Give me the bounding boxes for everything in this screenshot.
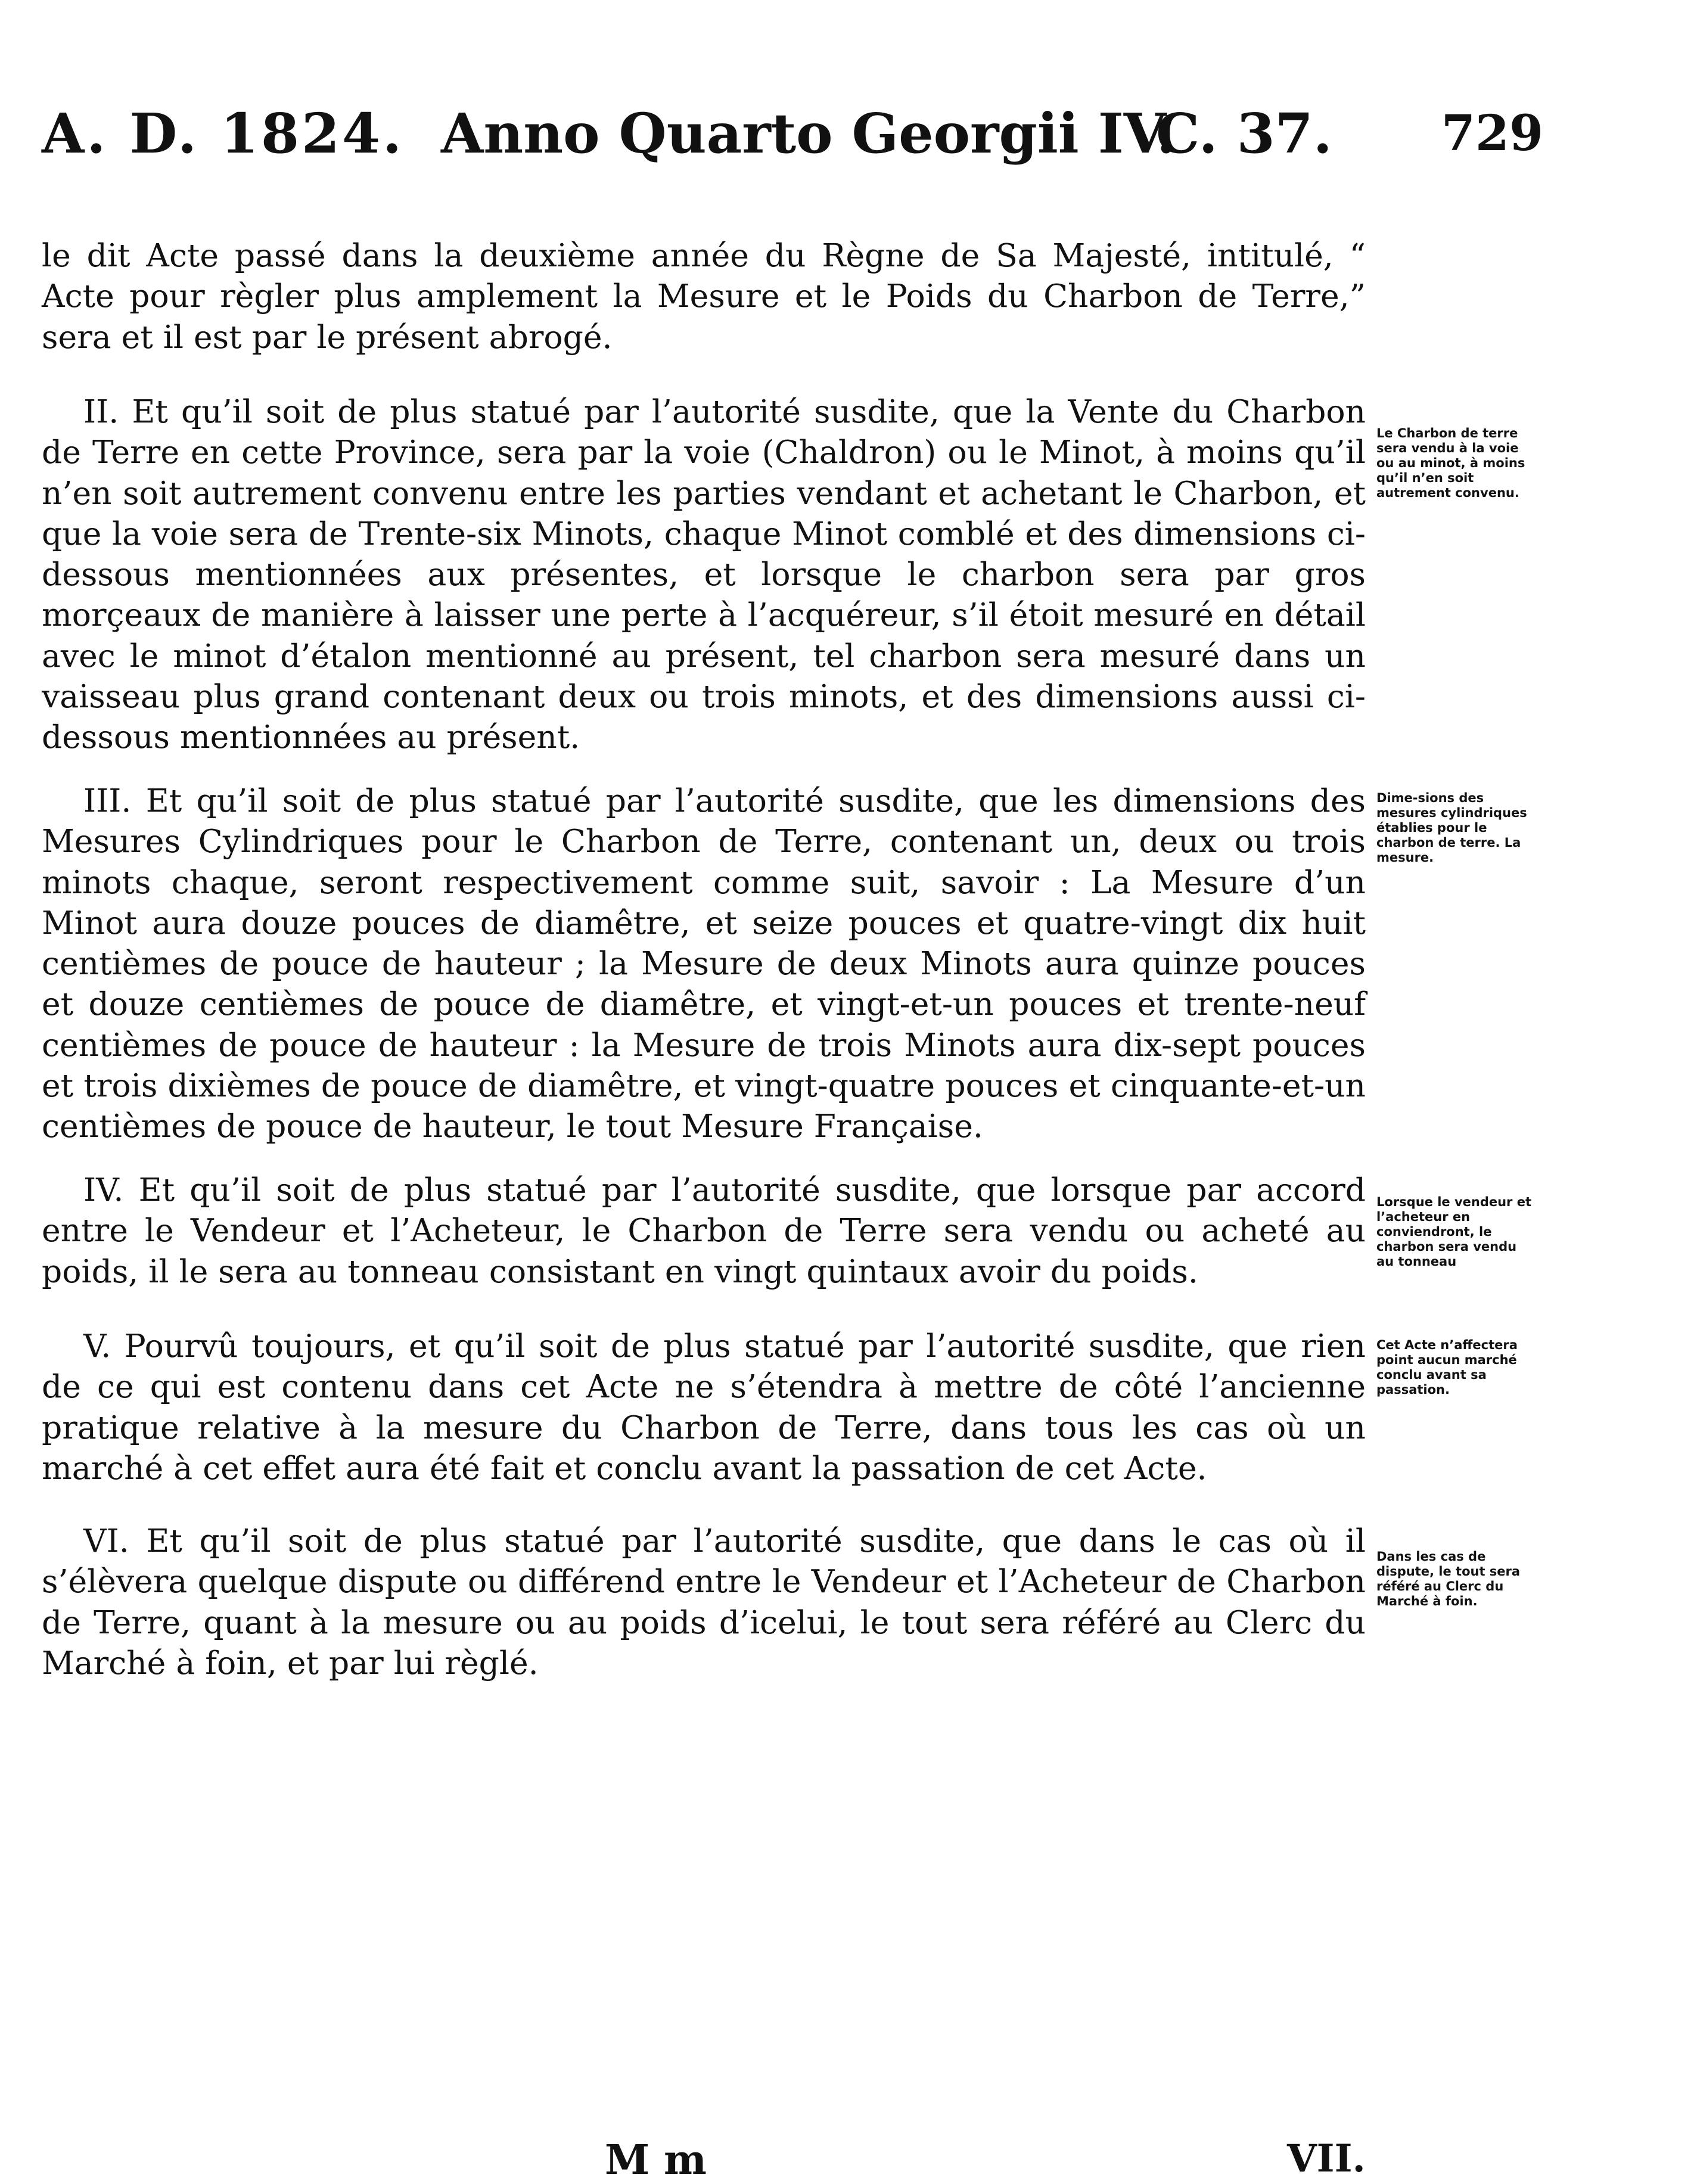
margin-note-section-5: Cet Acte n’affectera point aucun marché conclu avant sa passation. [1376,1338,1518,1397]
catchword: VII. [1287,2136,1366,2181]
paragraph-section-5: V. Pourvû toujours, et qu’il soit de plus statué par l’autorité susdite, que rien de ce qui est contenu dans cet Acte ne s’étendra à mettre de côté l’ancienne pratique relative à la mesure du Charbon de Terre, dans tous les cas où un marché à cet effet aura été fait et conclu avant la passation de cet Acte. [42,1327,1366,1487]
paragraph-section-2: II. Et qu’il soit de plus statué par l’autorité susdite, que la Vente du Charbon de Terre en cette Province, sera par la voie (Chaldron) ou le Minot, à moins qu’il n’en soit autrement convenu entre les parties vendant et achetant le Charbon, et que la voie sera de Trente-six Minots, chaque Minot comblé et des dimensions ci-dessous mentionnées aux présentes, et lorsque le charbon sera par gros morçeaux de manière à laisser une perte à l’acquéreur, s’il étoit mesuré en détail avec le minot d’étalon mentionné au présent, tel charbon sera mesuré dans un vaisseau plus grand contenant deux ou trois minots, et des dimensions aussi ci-dessous mentionnées au présent. [42,393,1366,756]
running-header [42,89,1543,167]
paragraph-section-4: IV. Et qu’il soit de plus statué par l’autorité susdite, que lorsque par accord entre le Vendeur et l’Acheteur, le Charbon de Terre sera vendu ou acheté au poids, il le sera au tonneau consistant en vingt quintaux avoir du poids. [42,1171,1366,1290]
header-year: A. D. 1824. [42,101,405,166]
paragraph-section-3: III. Et qu’il soit de plus statué par l’autorité susdite, que les dimensions des Mesures Cylindriques pour le Charbon de Terre, contenant un, deux ou trois minots chaque, seront respectivement comme suit, savoir : La Mesure d’un Minot aura douze pouces de diamêtre, et seize pouces et quatre-vingt dix huit centièmes de pouce de hauteur ; la Mesure de deux Minots aura quinze pouces et douze centièmes de pouce de diamêtre, et vingt-et-un pouces et trente-neuf centièmes de pouce de hauteur : la Mesure de trois Minots aura dix-sept pouces et trois dixièmes de pouce de diamêtre, et vingt-quatre pouces et cinquante-et-un centièmes de pouce de hauteur, le tout Mesure Française. [42,782,1366,1145]
header-title: Anno Quarto Georgii IV. [441,101,1176,166]
paragraph-section-6: VI. Et qu’il soit de plus statué par l’autorité susdite, que dans le cas où il s’élèvera quelque dispute ou différend entre le Vendeur et l’Acheteur de Charbon de Terre, quant à la mesure ou au poids d’icelui, le tout sera référé au Clerc du Marché à foin, et par lui règlé. [42,1522,1366,1682]
header-chapter: C. 37. [1156,101,1332,166]
signature-mark: M m [605,2136,707,2184]
margin-note-section-2: Le Charbon de terre sera vendu à la voie ou au minot, à moins qu’il n’en soit autrement convenu. [1376,426,1525,500]
margin-note-section-6: Dans les cas de dispute, le tout sera référé au Clerc du Marché à foin. [1376,1549,1521,1608]
margin-note-section-3: Dime-sions des mesures cylindriques établies pour le charbon de terre. La mesure. [1376,791,1527,865]
paragraph-intro: le dit Acte passé dans la deuxième année du Règne de Sa Majesté, intitulé, “ Acte pour règler plus amplement la Mesure et le Poids du Charbon de Terre,” sera et il est par le présent abrogé. [42,237,1366,356]
page-number: 729 [1441,105,1543,162]
margin-note-section-4: Lorsque le vendeur et l’acheteur en conviendront, le charbon sera vendu au tonneau [1376,1195,1532,1269]
